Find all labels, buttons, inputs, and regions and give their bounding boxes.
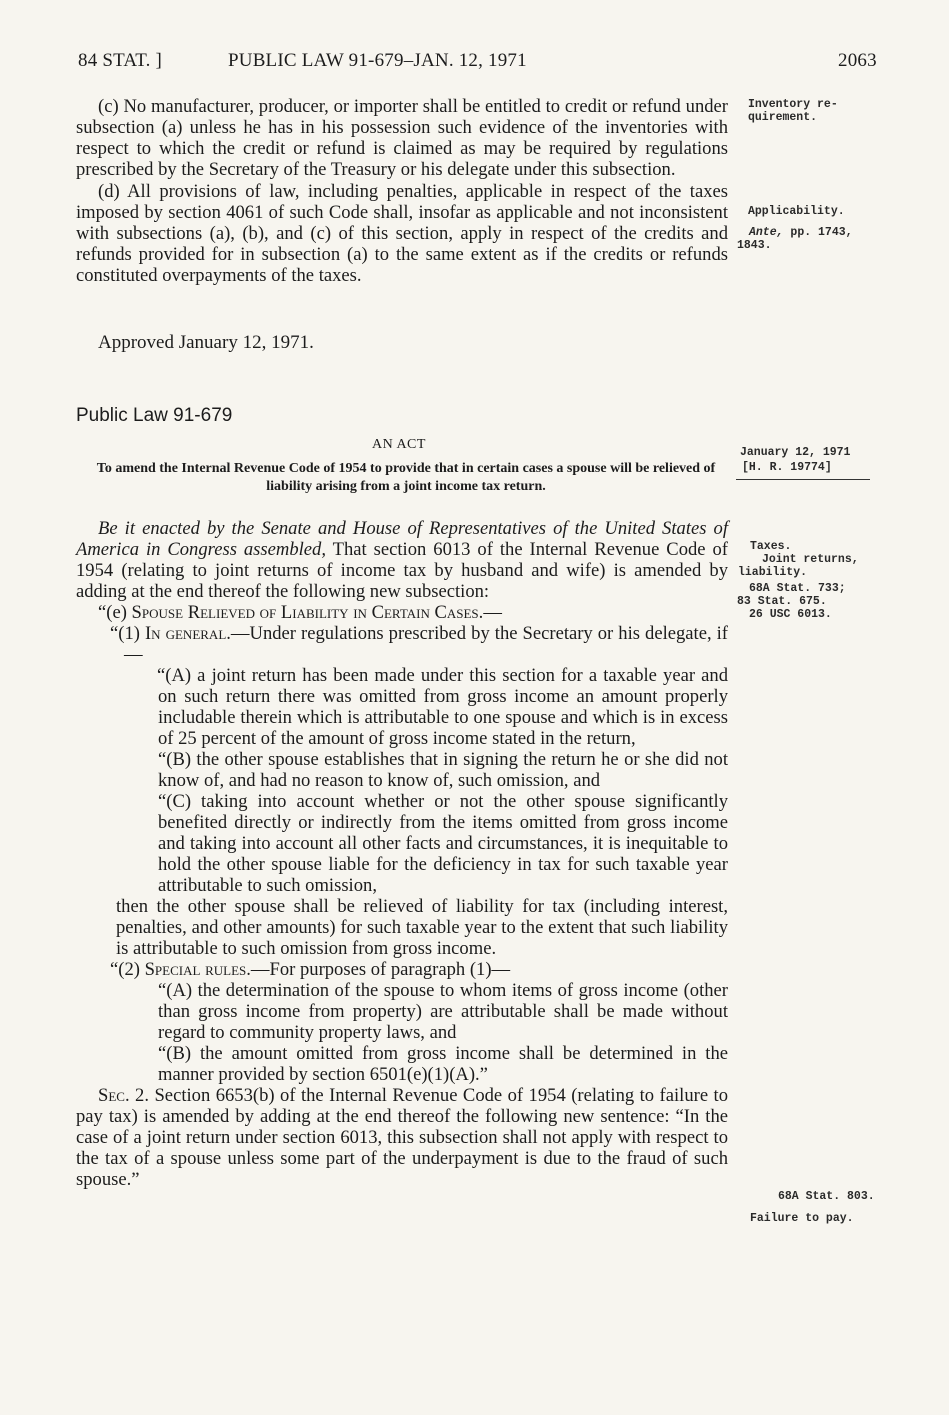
margin-note-failure-to-pay: Failure to pay. — [750, 1212, 854, 1225]
act-long-title: To amend the Internal Revenue Code of 1954 to provide that in certain cases a spouse will be relieved of liability arising from a joint income tax return. — [96, 461, 716, 494]
section-1 — [76, 518, 728, 602]
margin-note-inventory: Inventory re- quirement. — [748, 98, 838, 124]
paragraph-1: “(1) In general.—Under regulations prescribed by the Secretary or his delegate, if— — [110, 623, 728, 665]
an-act-heading: AN ACT — [372, 437, 426, 452]
header-statute-volume: 84 STAT. ] — [78, 50, 163, 71]
paragraph-1-conclusion: then the other spouse shall be relieved of liability for tax (including interest, penalties, and other amounts) for such taxable year to the extent that such liability is attributable to such omission from gross income. — [116, 896, 728, 959]
paragraph-1-A: “(A) a joint return has been made under this section for a taxable year and on such return there was omitted from gross income an amount properly includable therein which is attributable to one spouse and which is in excess of 25 percent of the amount of gross income stated in the return, — [157, 665, 728, 749]
act-body — [76, 518, 728, 1190]
margin-note-date: January 12, 1971 — [740, 446, 851, 459]
section-1-intro: That section 6013 of the Internal Revenue Code of 1954 (relating to joint returns of income tax by husband and wife) is amended by adding at the end thereof the following new subsection: — [76, 539, 728, 602]
paragraph-2-A: “(A) the determination of the spouse to whom items of gross income (other than gross income from property) are attributable shall be made without regard to community property laws, and — [158, 980, 728, 1043]
paragraph-1-C: “(C) taking into account whether or not the other spouse significantly benefited directly or indirectly from the items omitted from gross income and taking into account all other facts and circumstances, it is inequitable to hold the other spouse liable for the deficiency in tax for such taxable year attributable to such omission, — [158, 791, 728, 896]
subsection-e-heading: “(e) Spouse Relieved of Liability in Certain Cases.— — [98, 602, 502, 623]
section-2-label: Sec. 2. — [98, 1085, 150, 1106]
approval-line: Approved January 12, 1971. — [98, 332, 314, 353]
page-number: 2063 — [838, 50, 877, 71]
subsection-c: (c) No manufacturer, producer, or importer shall be entitled to credit or refund under subsection (a) unless he has in his possession such evidence of the inventories with respect to which the credit or refund is claimed as may be required by regulations prescribed by the Secretary of the Treasury or his delegate under this subsection. — [76, 96, 728, 180]
section-2-text: Section 6653(b) of the Internal Revenue Code of 1954 (relating to failure to pay tax) is amended by adding at the end thereof the following new sentence: “In the case of a joint return under section 6013, this subsection shall not apply with respect to the tax of a spouse unless some part of the underpayment is due to the fraud of such spouse.” — [76, 1085, 728, 1190]
margin-rule — [736, 479, 870, 480]
margin-note-bill-number: [H. R. 19774] — [742, 461, 832, 474]
subsection-d: (d) All provisions of law, including penalties, applicable in respect of the taxes imposed by section 4061 of such Code shall, insofar as applicable and not inconsistent with subsections (a), (b), and (c) of this section, apply in respect of the credits and refunds provided for in subsection (a) to the same extent as if the credits or refunds constituted overpayments of the taxes. — [76, 181, 728, 286]
enacting-clause: Be it enacted by the Senate and House of Representatives of the United States of America in Congress assembled, — [76, 518, 728, 560]
margin-note-taxes: Taxes. Joint returns, liability. — [738, 540, 859, 579]
paragraph-1-B: “(B) the other spouse establishes that in signing the return he or she did not know of, and had no reason to know of, such omission, and — [158, 749, 728, 791]
margin-note-applicability: Applicability. — [748, 205, 845, 218]
margin-note-68a-stat-803: 68A Stat. 803. — [778, 1190, 875, 1203]
prior-law-text — [76, 96, 728, 286]
paragraph-2: “(2) Special rules.—For purposes of paragraph (1)— — [110, 959, 511, 980]
margin-note-ante: Ante, pp. 1743, 1843. — [737, 226, 853, 252]
public-law-number: Public Law 91-679 — [76, 405, 233, 426]
margin-note-citations: 68A Stat. 733; 83 Stat. 675. 26 USC 6013. — [737, 582, 846, 621]
header-law-title: PUBLIC LAW 91-679–JAN. 12, 1971 — [228, 50, 527, 71]
paragraph-2-B: “(B) the amount omitted from gross income shall be determined in the manner provided by section 6501(e)(1)(A).” — [158, 1043, 728, 1085]
section-2 — [76, 1085, 728, 1190]
